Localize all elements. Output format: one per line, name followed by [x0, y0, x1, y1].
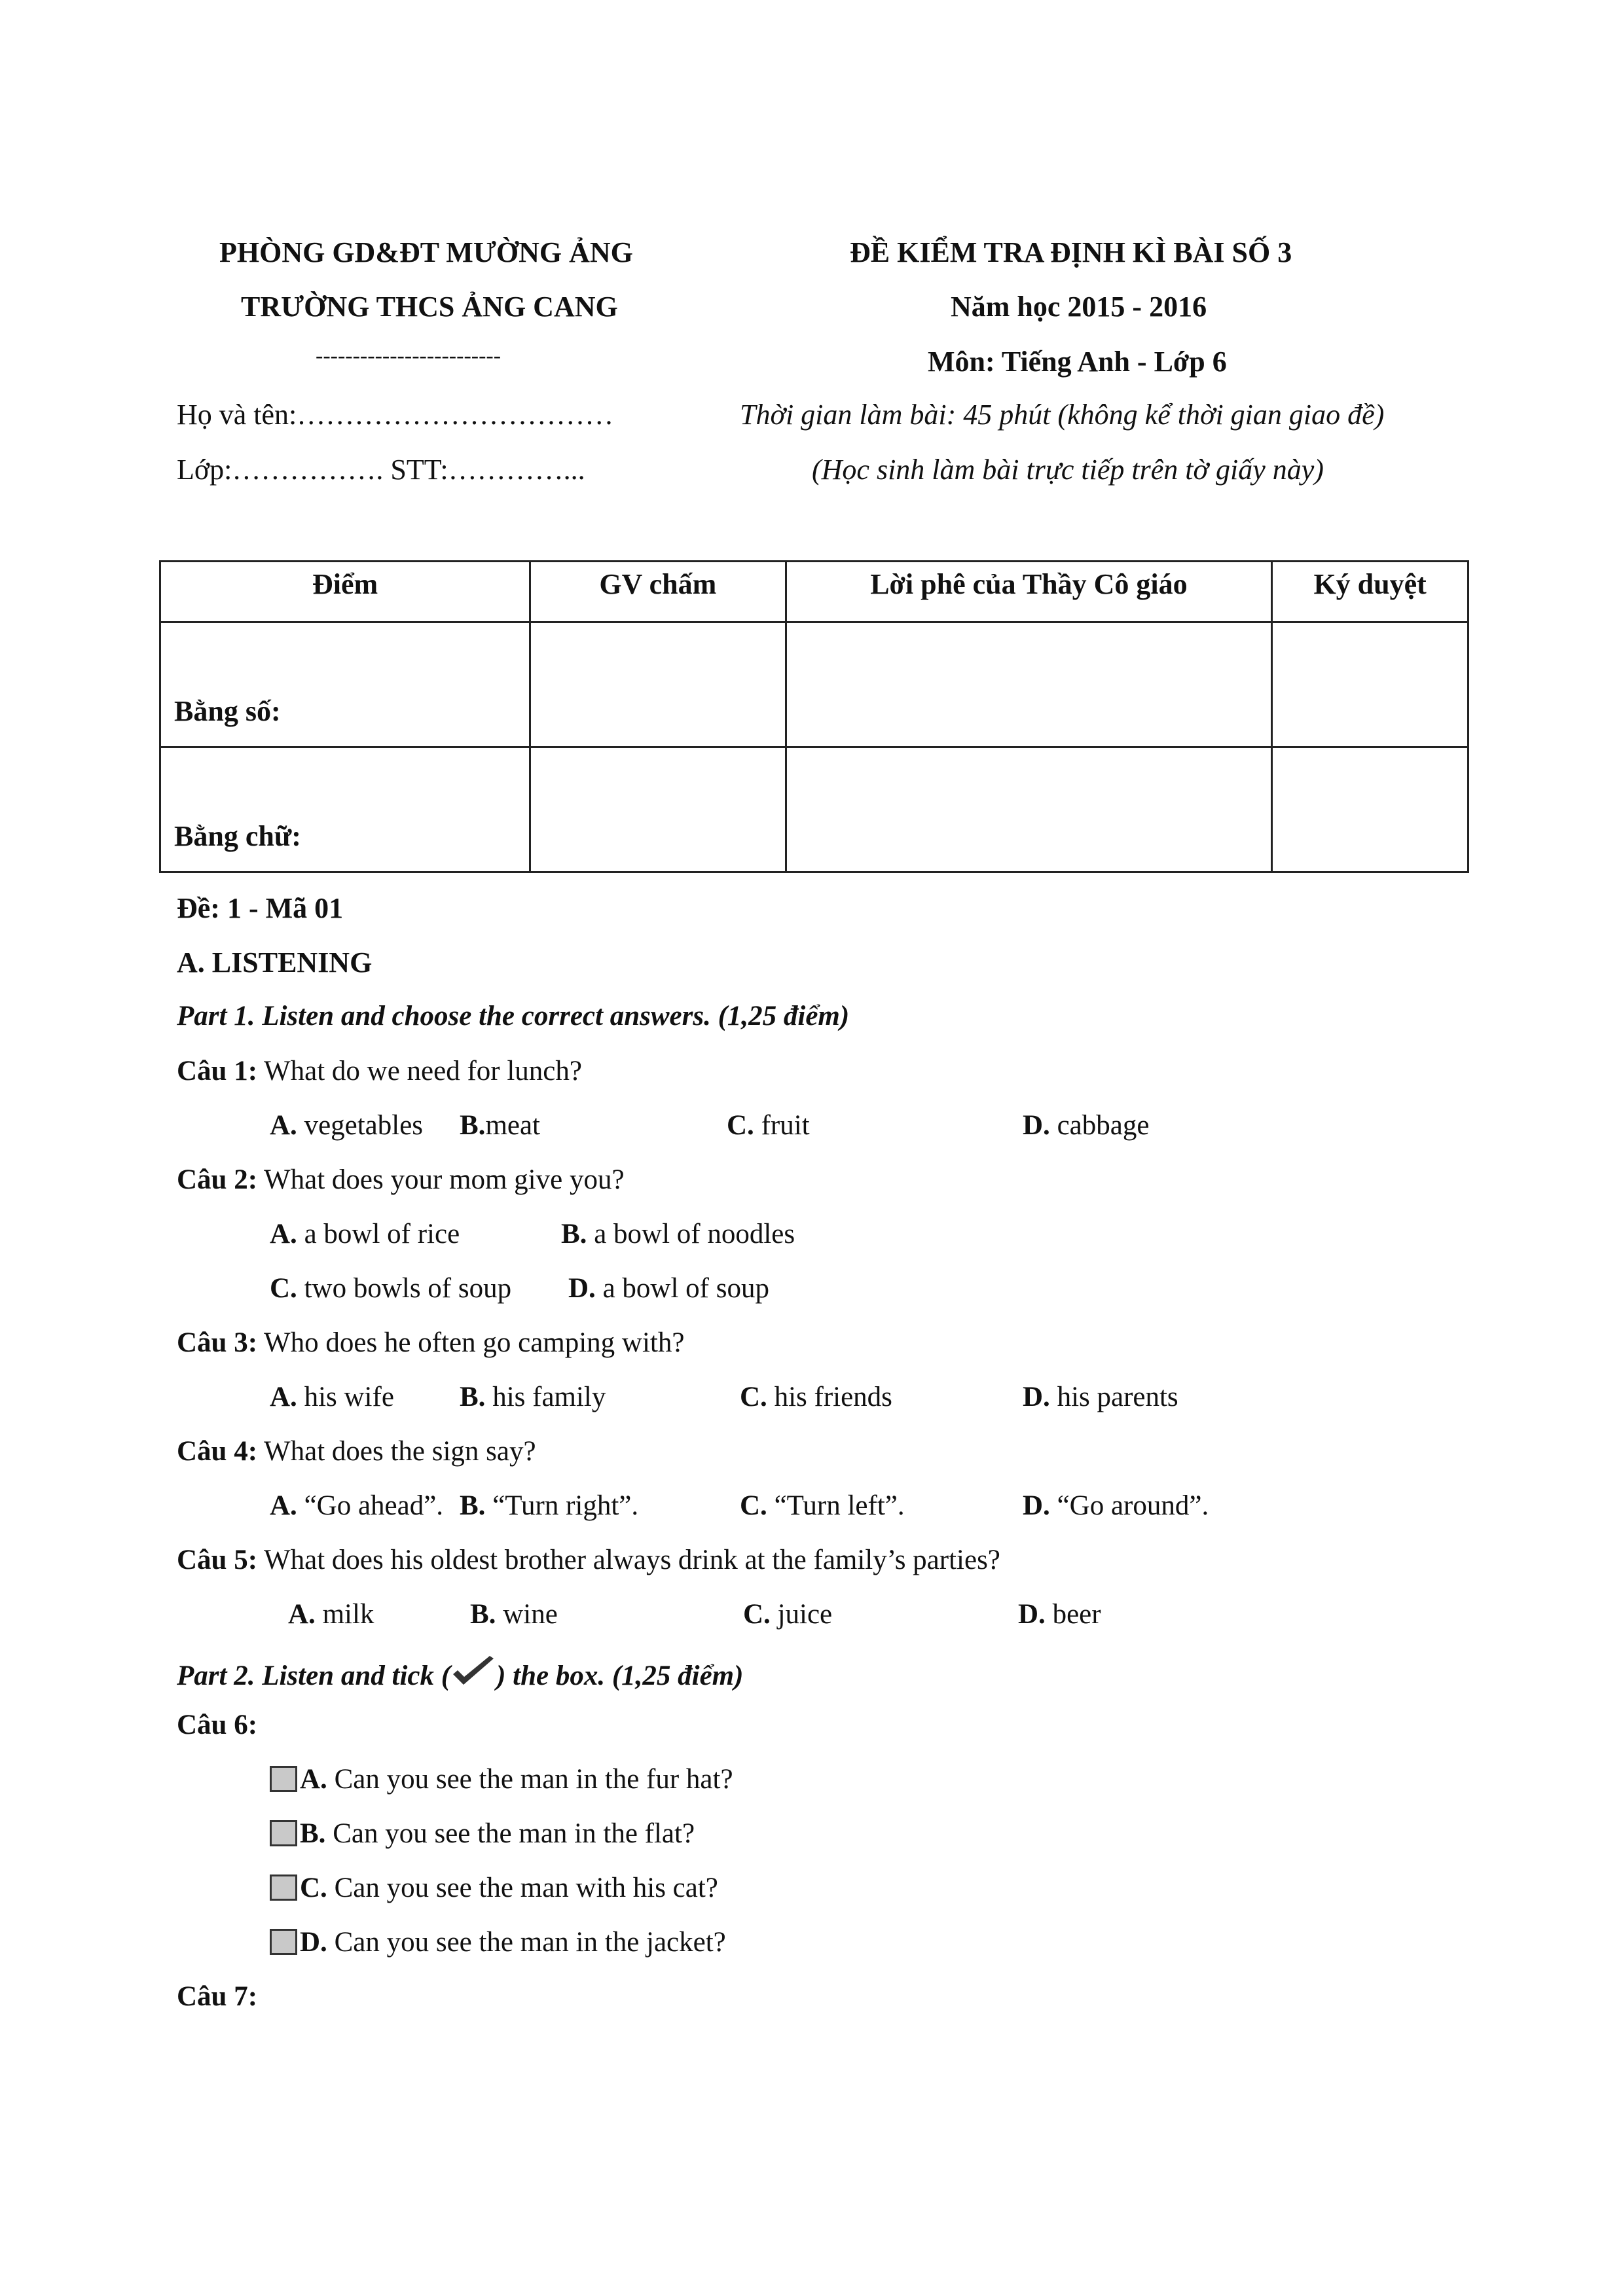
question-5	[177, 1544, 1000, 1576]
q3-option-a[interactable]	[270, 1381, 394, 1413]
option-text: a bowl of rice	[297, 1219, 460, 1249]
q2-option-d[interactable]	[568, 1272, 769, 1304]
question-4	[177, 1435, 536, 1467]
q4-option-b[interactable]	[460, 1490, 638, 1522]
question-text: What does the sign say?	[257, 1436, 536, 1467]
grader-cell[interactable]	[530, 747, 786, 872]
time-note: Thời gian làm bài: 45 phút (không kể thời gian giao đề)	[740, 399, 1385, 431]
q1-option-c[interactable]	[727, 1109, 810, 1141]
option-text: juice	[770, 1599, 833, 1630]
option-text: his friends	[767, 1382, 892, 1412]
q5-option-c[interactable]	[743, 1598, 832, 1630]
q6-option-a[interactable]	[270, 1763, 733, 1795]
option-key: A.	[270, 1219, 297, 1249]
grade-table	[159, 560, 1469, 873]
q3-option-c[interactable]	[740, 1381, 892, 1413]
option-key: A.	[270, 1490, 297, 1521]
option-key: D.	[1023, 1490, 1050, 1521]
question-label: Câu 2:	[177, 1164, 258, 1195]
col-header-grader: GV chấm	[530, 562, 786, 622]
checkmark-icon	[450, 1655, 496, 1696]
header-separator: -------------------------	[316, 344, 501, 368]
grade-row-number	[160, 622, 1468, 747]
option-key: C.	[743, 1599, 771, 1630]
option-text: his parents	[1049, 1382, 1178, 1412]
q1-option-b[interactable]	[460, 1109, 540, 1141]
school-name: TRƯỜNG THCS ẢNG CANG	[241, 291, 618, 323]
option-text: milk	[315, 1599, 374, 1630]
q1-option-d[interactable]	[1023, 1109, 1149, 1141]
q2-option-a[interactable]	[270, 1218, 460, 1250]
q1-option-a[interactable]	[270, 1109, 423, 1141]
option-key: D.	[1023, 1382, 1050, 1412]
student-class-field[interactable]: Lớp:……………. STT:…………...	[177, 454, 585, 486]
question-2	[177, 1164, 625, 1196]
grade-table-header-row	[160, 562, 1468, 622]
option-key: C.	[270, 1273, 297, 1304]
comment-cell[interactable]	[786, 747, 1272, 872]
option-text: meat	[485, 1110, 541, 1141]
checkbox[interactable]	[270, 1874, 297, 1901]
option-text: Can you see the man in the fur hat?	[327, 1764, 733, 1795]
option-text: “Turn left”.	[767, 1490, 905, 1521]
col-header-approval: Ký duyệt	[1272, 562, 1468, 622]
option-key: D.	[1023, 1110, 1050, 1141]
grader-cell[interactable]	[530, 622, 786, 747]
question-label: Câu 5:	[177, 1545, 258, 1575]
subject-line: Môn: Tiếng Anh - Lớp 6	[928, 346, 1227, 378]
question-text: Who does he often go camping with?	[257, 1327, 685, 1358]
question-6-label: Câu 6:	[177, 1710, 258, 1740]
instruction-note: (Học sinh làm bài trực tiếp trên tờ giấy này)	[812, 454, 1324, 486]
question-text: What does his oldest brother always drink at the family’s parties?	[257, 1545, 1000, 1575]
option-text: a bowl of soup	[595, 1273, 769, 1304]
grade-row-words	[160, 747, 1468, 872]
q2-option-b[interactable]	[561, 1218, 795, 1250]
option-text: “Turn right”.	[485, 1490, 639, 1521]
q5-option-b[interactable]	[470, 1598, 558, 1630]
question-3	[177, 1327, 684, 1359]
student-name-field[interactable]: Họ và tên:……………………………	[177, 399, 614, 431]
option-text: his wife	[297, 1382, 394, 1412]
option-key: B.	[300, 1818, 326, 1849]
question-text: What does your mom give you?	[257, 1164, 625, 1195]
score-in-numbers-label: Bằng số:	[160, 622, 530, 747]
option-text: cabbage	[1049, 1110, 1150, 1141]
option-text: a bowl of noodles	[587, 1219, 795, 1249]
option-key: C.	[740, 1382, 767, 1412]
option-key: C.	[727, 1110, 754, 1141]
part2-title-end: ) the box. (1,25 điểm)	[496, 1660, 744, 1691]
checkbox[interactable]	[270, 1766, 297, 1792]
option-text: vegetables	[297, 1110, 424, 1141]
col-header-comments: Lời phê của Thầy Cô giáo	[786, 562, 1272, 622]
option-text: Can you see the man in the jacket?	[327, 1927, 726, 1958]
option-key: D.	[300, 1927, 327, 1958]
option-text: wine	[496, 1599, 558, 1630]
q4-option-a[interactable]	[270, 1490, 443, 1522]
question-text: What do we need for lunch?	[257, 1056, 582, 1086]
q4-option-c[interactable]	[740, 1490, 905, 1522]
exam-code: Đề: 1 - Mã 01	[177, 892, 344, 924]
option-key: B.	[561, 1219, 587, 1249]
option-text: Can you see the man in the flat?	[325, 1818, 695, 1849]
option-key: B.	[460, 1110, 486, 1141]
approval-cell[interactable]	[1272, 747, 1468, 872]
option-key: C.	[740, 1490, 767, 1521]
part2-title	[177, 1655, 743, 1696]
option-key: B.	[460, 1382, 486, 1412]
q6-option-c[interactable]	[270, 1872, 718, 1904]
option-text: fruit	[754, 1110, 810, 1141]
q5-option-d[interactable]	[1018, 1598, 1101, 1630]
q5-option-a[interactable]	[288, 1598, 374, 1630]
question-1	[177, 1055, 582, 1087]
score-in-words-label: Bằng chữ:	[160, 747, 530, 872]
section-title: A. LISTENING	[177, 946, 373, 978]
part2-title-start: Part 2. Listen and tick (	[177, 1660, 451, 1691]
option-key: A.	[288, 1599, 316, 1630]
question-7-label: Câu 7:	[177, 1981, 258, 2012]
q3-option-b[interactable]	[460, 1381, 606, 1413]
option-text: Can you see the man with his cat?	[327, 1873, 718, 1903]
option-key: B.	[460, 1490, 486, 1521]
checkbox[interactable]	[270, 1929, 297, 1955]
q2-option-c[interactable]	[270, 1272, 511, 1304]
school-year: Năm học 2015 - 2016	[951, 291, 1207, 323]
question-label: Câu 4:	[177, 1436, 258, 1467]
option-text: two bowls of soup	[297, 1273, 512, 1304]
option-key: A.	[270, 1382, 297, 1412]
question-label: Câu 3:	[177, 1327, 258, 1358]
exam-title: ĐỀ KIỂM TRA ĐỊNH KÌ BÀI SỐ 3	[850, 236, 1292, 268]
part1-title: Part 1. Listen and choose the correct answers. (1,25 điểm)	[177, 1001, 850, 1031]
checkbox[interactable]	[270, 1820, 297, 1846]
option-key: D.	[568, 1273, 596, 1304]
q3-option-d[interactable]	[1023, 1381, 1178, 1413]
approval-cell[interactable]	[1272, 622, 1468, 747]
option-key: D.	[1018, 1599, 1046, 1630]
q6-option-b[interactable]	[270, 1818, 695, 1850]
option-text: “Go ahead”.	[297, 1490, 444, 1521]
department-name: PHÒNG GD&ĐT MƯỜNG ẢNG	[219, 236, 633, 268]
q6-option-d[interactable]	[270, 1926, 726, 1958]
option-text: beer	[1045, 1599, 1101, 1630]
option-key: C.	[300, 1873, 327, 1903]
question-label: Câu 1:	[177, 1056, 258, 1086]
option-key: A.	[270, 1110, 297, 1141]
option-key: B.	[470, 1599, 496, 1630]
option-text: “Go around”.	[1049, 1490, 1209, 1521]
option-text: his family	[485, 1382, 606, 1412]
option-key: A.	[300, 1764, 327, 1795]
q4-option-d[interactable]	[1023, 1490, 1209, 1522]
col-header-score: Điểm	[160, 562, 530, 622]
comment-cell[interactable]	[786, 622, 1272, 747]
